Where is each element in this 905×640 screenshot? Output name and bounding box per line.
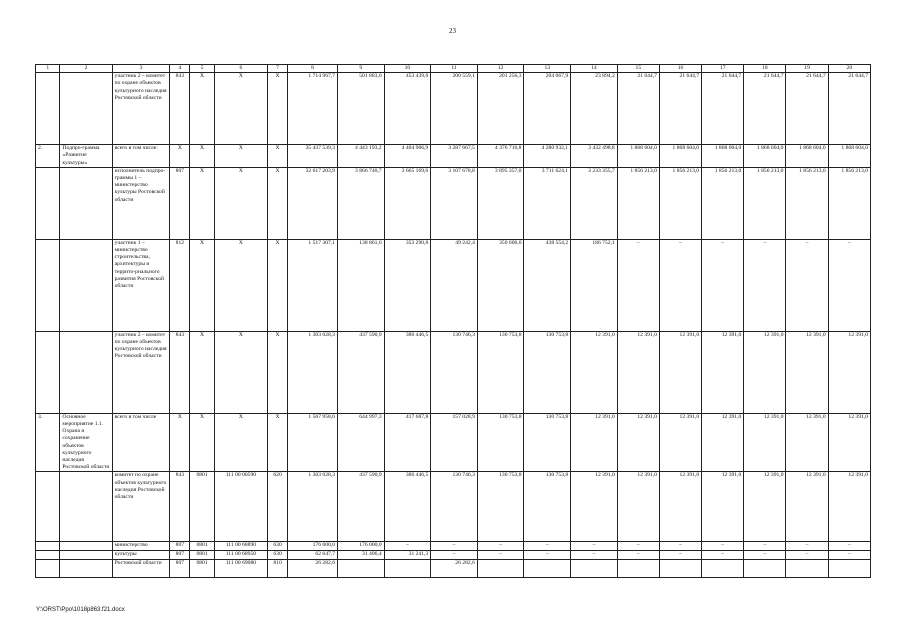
value-cell: 1 567 958,6 — [288, 413, 338, 472]
cell-c2 — [60, 331, 112, 413]
value-cell: 437 590,9 — [337, 331, 384, 413]
cell-c3: комитет по охране объектов культурного наследия Ростовской области — [112, 472, 170, 542]
header-cell: 9 — [337, 65, 384, 73]
value-cell: 35 437 539,3 — [288, 145, 338, 168]
cell-c1 — [36, 331, 60, 413]
cell-c5: Х — [190, 413, 214, 472]
header-cell: 11 — [431, 65, 478, 73]
cell-c2 — [60, 551, 112, 560]
value-cell: – — [702, 542, 744, 551]
value-cell: 1 856 213,0 — [828, 167, 870, 239]
value-cell — [617, 560, 659, 578]
value-cell: 12 391,0 — [571, 331, 618, 413]
cell-c5: 0801 — [190, 560, 214, 578]
cell-c4: 843 — [170, 331, 190, 413]
header-cell: 12 — [477, 65, 524, 73]
value-cell: 26 282,6 — [431, 560, 478, 578]
cell-c2 — [60, 542, 112, 551]
header-cell: 10 — [384, 65, 431, 73]
value-cell: 21 644,7 — [744, 73, 786, 145]
value-cell: 12 391,0 — [617, 413, 659, 472]
value-cell: 12 391,0 — [744, 472, 786, 542]
table-row — [36, 542, 871, 551]
cell-c2 — [60, 472, 112, 542]
value-cell — [828, 560, 870, 578]
cell-c3: министерство — [112, 542, 170, 551]
value-cell: 1 303 028,3 — [288, 331, 338, 413]
value-cell: 1 868 604,0 — [617, 145, 659, 168]
value-cell: 453 439,0 — [384, 73, 431, 145]
value-cell: 386 446,5 — [384, 331, 431, 413]
table-row — [36, 560, 871, 578]
value-cell: 353 290,8 — [384, 239, 431, 331]
value-cell: 31 241,3 — [384, 551, 431, 560]
cell-c7: 810 — [268, 560, 288, 578]
cell-c7: Х — [268, 167, 288, 239]
cell-c4: 807 — [170, 560, 190, 578]
value-cell: – — [828, 239, 870, 331]
cell-c5: 0801 — [190, 551, 214, 560]
header-cell: 16 — [659, 65, 701, 73]
value-cell: 21 644,7 — [659, 73, 701, 145]
value-cell: 12 391,0 — [571, 472, 618, 542]
value-cell: 176 000,0 — [288, 542, 338, 551]
value-cell: 138 861,6 — [337, 239, 384, 331]
value-cell: 12 391,0 — [702, 413, 744, 472]
cell-c1: 2. — [36, 145, 60, 168]
value-cell: 130 753,8 — [477, 472, 524, 542]
value-cell: 12 391,0 — [702, 331, 744, 413]
cell-c6: 111 00 69080 — [214, 560, 267, 578]
value-cell: – — [786, 551, 828, 560]
cell-c4: 807 — [170, 542, 190, 551]
cell-c5: 0801 — [190, 542, 214, 551]
cell-c7: 620 — [268, 472, 288, 542]
value-cell: 1 303 028,3 — [288, 472, 338, 542]
value-cell: 49 242,4 — [431, 239, 478, 331]
table-row — [36, 413, 871, 472]
value-cell: 1 868 604,0 — [659, 145, 701, 168]
value-cell: 12 391,0 — [786, 413, 828, 472]
file-path: Y:\ORST\Ppo\1018p863.f21.docx — [36, 607, 125, 613]
value-cell: 12 391,0 — [571, 413, 618, 472]
value-cell: 3 895 357,0 — [477, 167, 524, 239]
cell-c2 — [60, 73, 112, 145]
value-cell: 21 644,7 — [786, 73, 828, 145]
value-cell: 12 391,0 — [702, 472, 744, 542]
cell-c2: Основное мероприятие 1.1. Охрана и сохранение объектов культурного наследия Ростовской области — [60, 413, 112, 472]
value-cell: 1 714 967,7 — [288, 73, 338, 145]
value-cell: 3 287 667,5 — [431, 145, 478, 168]
cell-c6: Х — [214, 331, 267, 413]
value-cell: 12 391,0 — [828, 331, 870, 413]
value-cell: 3 107 678,8 — [431, 167, 478, 239]
value-cell: 130 753,8 — [524, 331, 571, 413]
value-cell: – — [617, 542, 659, 551]
value-cell: 1 868 604,0 — [744, 145, 786, 168]
cell-c6: Х — [214, 73, 267, 145]
cell-c5: Х — [190, 167, 214, 239]
value-cell: 386 446,5 — [384, 472, 431, 542]
value-cell: – — [786, 239, 828, 331]
cell-c4: Х — [170, 413, 190, 472]
value-cell — [524, 560, 571, 578]
value-cell: – — [744, 239, 786, 331]
value-cell: – — [384, 542, 431, 551]
value-cell: 1 868 604,0 — [702, 145, 744, 168]
cell-c1 — [36, 73, 60, 145]
value-cell: 3 432 498,8 — [571, 145, 618, 168]
value-cell: 350 606,0 — [477, 239, 524, 331]
value-cell: 4 404 906,9 — [384, 145, 431, 168]
value-cell: – — [524, 551, 571, 560]
value-cell: 12 391,0 — [744, 413, 786, 472]
value-cell — [384, 560, 431, 578]
cell-c1 — [36, 472, 60, 542]
value-cell: 1 856 213,0 — [617, 167, 659, 239]
value-cell: – — [431, 551, 478, 560]
cell-c3: участник 2 – комитет по охране объектов культурного наследия Ростовской области — [112, 331, 170, 413]
value-cell — [571, 560, 618, 578]
table-row — [36, 239, 871, 331]
cell-c1 — [36, 167, 60, 239]
cell-c3: участник 1 – министерство строительства, архитектуры и террито-риального развития Ростовской области — [112, 239, 170, 331]
value-cell: – — [659, 551, 701, 560]
value-cell: 204 067,9 — [524, 73, 571, 145]
value-cell — [786, 560, 828, 578]
cell-c7: 630 — [268, 551, 288, 560]
value-cell — [337, 560, 384, 578]
value-cell: – — [828, 542, 870, 551]
cell-c1 — [36, 560, 60, 578]
cell-c6: 111 00 00590 — [214, 472, 267, 542]
cell-c3: исполнитель подпро-граммы 1 – министерство культуры Ростовской области — [112, 167, 170, 239]
value-cell: 644 997,3 — [337, 413, 384, 472]
cell-c6: 111 00 68950 — [214, 551, 267, 560]
value-cell: – — [431, 542, 478, 551]
cell-c7: Х — [268, 331, 288, 413]
value-cell: 3 233 355,7 — [571, 167, 618, 239]
cell-c4: 843 — [170, 73, 190, 145]
value-cell: 438 554,2 — [524, 239, 571, 331]
value-cell: – — [659, 542, 701, 551]
value-cell: 32 617 203,9 — [288, 167, 338, 239]
value-cell: 200 559,1 — [431, 73, 478, 145]
value-cell: – — [744, 542, 786, 551]
budget-table — [35, 64, 871, 578]
cell-c5: 0801 — [190, 472, 214, 542]
header-cell: 20 — [828, 65, 870, 73]
value-cell: 130 746,3 — [431, 331, 478, 413]
value-cell: 130 746,3 — [431, 472, 478, 542]
header-cell: 18 — [744, 65, 786, 73]
value-cell: 4 280 932,1 — [524, 145, 571, 168]
value-cell: 31 406,4 — [337, 551, 384, 560]
value-cell: 12 391,0 — [786, 472, 828, 542]
value-cell: – — [702, 239, 744, 331]
value-cell: 12 391,0 — [617, 331, 659, 413]
value-cell: 12 391,0 — [659, 331, 701, 413]
header-cell: 6 — [214, 65, 267, 73]
cell-c1: 3. — [36, 413, 60, 472]
cell-c7: Х — [268, 239, 288, 331]
value-cell: 26 282,6 — [288, 560, 338, 578]
value-cell — [659, 560, 701, 578]
cell-c4: Х — [170, 145, 190, 168]
header-cell: 15 — [617, 65, 659, 73]
cell-c6: Х — [214, 239, 267, 331]
cell-c2 — [60, 167, 112, 239]
value-cell: – — [659, 239, 701, 331]
value-cell: 1 856 213,0 — [786, 167, 828, 239]
value-cell: – — [524, 542, 571, 551]
value-cell: 21 644,7 — [617, 73, 659, 145]
value-cell: 12 391,0 — [659, 413, 701, 472]
header-cell: 14 — [571, 65, 618, 73]
cell-c2 — [60, 560, 112, 578]
value-cell: 3 665 169,6 — [384, 167, 431, 239]
value-cell: 4 443 193,2 — [337, 145, 384, 168]
value-cell: 130 753,8 — [477, 413, 524, 472]
cell-c2: Подпро-грамма «Развитие культуры» — [60, 145, 112, 168]
cell-c4: 812 — [170, 239, 190, 331]
value-cell: 1 856 213,0 — [744, 167, 786, 239]
value-cell: 12 391,0 — [828, 472, 870, 542]
cell-c4: 843 — [170, 472, 190, 542]
cell-c6: Х — [214, 413, 267, 472]
table-row — [36, 145, 871, 168]
cell-c3: участник 2 – комитет по охране объектов культурного наследия Ростовской области — [112, 73, 170, 145]
value-cell: – — [571, 551, 618, 560]
cell-c5: Х — [190, 239, 214, 331]
value-cell: 12 391,0 — [828, 413, 870, 472]
cell-c7: 630 — [268, 542, 288, 551]
value-cell — [702, 560, 744, 578]
value-cell: 3 866 740,7 — [337, 167, 384, 239]
cell-c3: всего в том числе: — [112, 145, 170, 168]
header-cell: 5 — [190, 65, 214, 73]
value-cell: 3 711 624,1 — [524, 167, 571, 239]
value-cell: 176 000,0 — [337, 542, 384, 551]
value-cell: 1 856 213,0 — [702, 167, 744, 239]
value-cell: 12 391,0 — [744, 331, 786, 413]
value-cell: 417 687,8 — [384, 413, 431, 472]
value-cell: 130 753,8 — [524, 472, 571, 542]
value-cell: – — [617, 239, 659, 331]
value-cell: – — [786, 542, 828, 551]
value-cell: – — [744, 551, 786, 560]
cell-c6: Х — [214, 145, 267, 168]
cell-c4: 807 — [170, 167, 190, 239]
value-cell: 157 028,9 — [431, 413, 478, 472]
value-cell: 4 376 716,8 — [477, 145, 524, 168]
value-cell: 501 883,0 — [337, 73, 384, 145]
cell-c5: Х — [190, 145, 214, 168]
value-cell: 437 590,9 — [337, 472, 384, 542]
header-cell: 7 — [268, 65, 288, 73]
value-cell: 21 644,7 — [702, 73, 744, 145]
value-cell: – — [477, 551, 524, 560]
cell-c3: всего в том числе — [112, 413, 170, 472]
value-cell: 186 752,1 — [571, 239, 618, 331]
value-cell: 23 894,2 — [571, 73, 618, 145]
table-row — [36, 331, 871, 413]
table-row — [36, 472, 871, 542]
cell-c5: Х — [190, 331, 214, 413]
cell-c7: Х — [268, 413, 288, 472]
value-cell: 12 391,0 — [786, 331, 828, 413]
cell-c3: Ростовской области — [112, 560, 170, 578]
header-cell: 1 — [36, 65, 60, 73]
value-cell: 62 647,7 — [288, 551, 338, 560]
value-cell: 130 753,8 — [477, 331, 524, 413]
table-row — [36, 167, 871, 239]
value-cell: – — [617, 551, 659, 560]
cell-c5: Х — [190, 73, 214, 145]
value-cell — [744, 560, 786, 578]
header-cell: 3 — [112, 65, 170, 73]
value-cell: 1 868 604,0 — [786, 145, 828, 168]
header-cell: 4 — [170, 65, 190, 73]
header-cell: 8 — [288, 65, 338, 73]
value-cell: 12 391,0 — [617, 472, 659, 542]
cell-c7: Х — [268, 73, 288, 145]
table-row — [36, 73, 871, 145]
value-cell: 1 868 604,0 — [828, 145, 870, 168]
cell-c6: 111 00 68890 — [214, 542, 267, 551]
cell-c1 — [36, 551, 60, 560]
cell-c1 — [36, 542, 60, 551]
cell-c3: культуры — [112, 551, 170, 560]
page-number: 23 — [449, 27, 456, 35]
value-cell: – — [571, 542, 618, 551]
cell-c1 — [36, 239, 60, 331]
value-cell: 1 517 307,1 — [288, 239, 338, 331]
header-cell: 19 — [786, 65, 828, 73]
table-row — [36, 551, 871, 560]
cell-c6: Х — [214, 167, 267, 239]
value-cell: 201 256,3 — [477, 73, 524, 145]
value-cell — [477, 560, 524, 578]
value-cell: 1 856 213,0 — [659, 167, 701, 239]
value-cell: – — [477, 542, 524, 551]
value-cell: – — [828, 551, 870, 560]
header-cell: 17 — [702, 65, 744, 73]
cell-c2 — [60, 239, 112, 331]
value-cell: 21 644,7 — [828, 73, 870, 145]
cell-c4: 807 — [170, 551, 190, 560]
cell-c7: Х — [268, 145, 288, 168]
value-cell: 130 753,8 — [524, 413, 571, 472]
header-cell: 13 — [524, 65, 571, 73]
value-cell: – — [702, 551, 744, 560]
header-cell: 2 — [60, 65, 112, 73]
header-row — [36, 65, 871, 73]
value-cell: 12 391,0 — [659, 472, 701, 542]
